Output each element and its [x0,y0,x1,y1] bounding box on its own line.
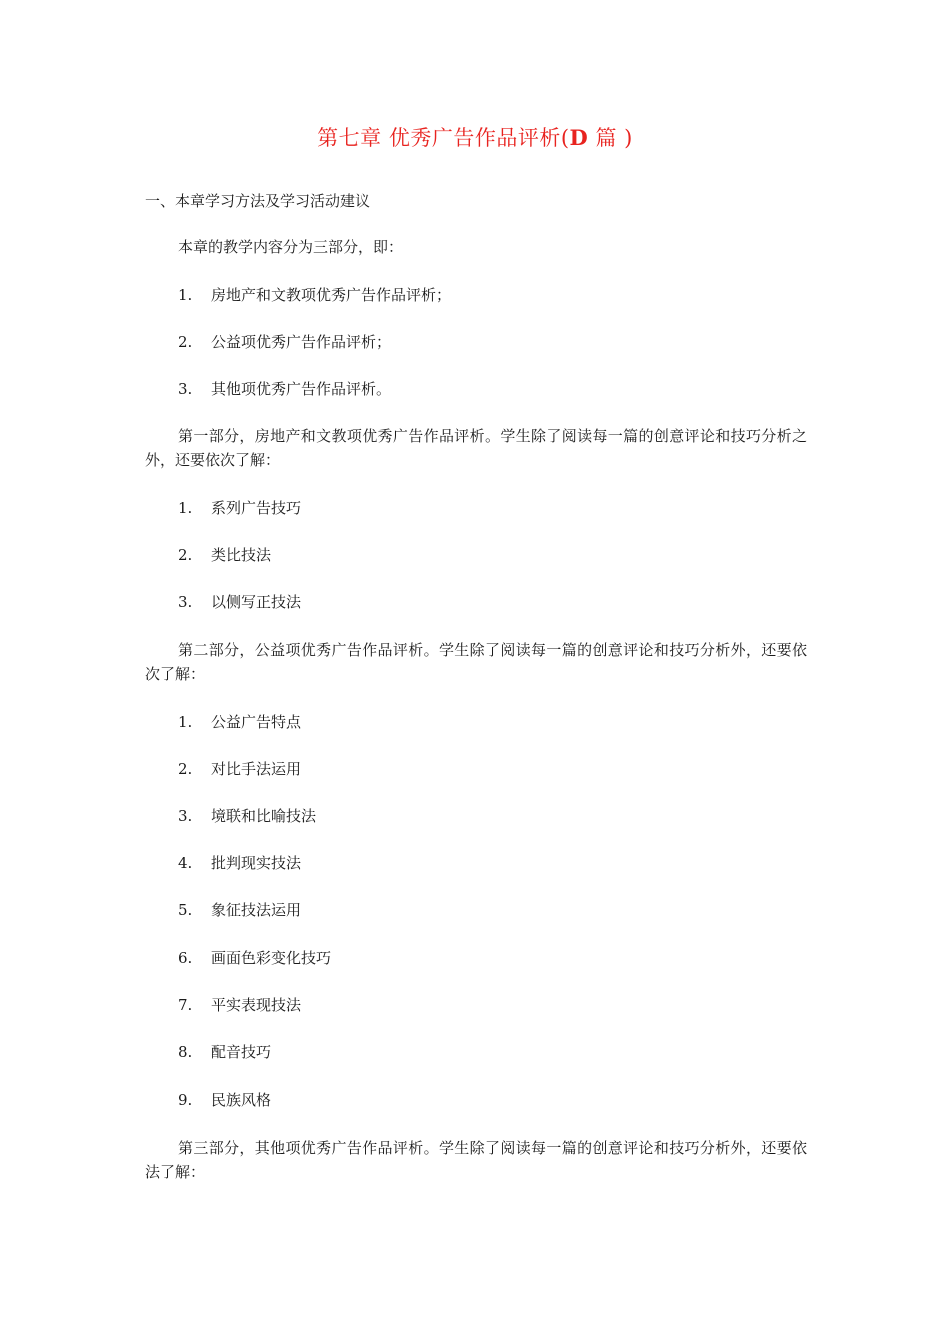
list-item-number: 3. [178,593,193,611]
part2-paragraph: 第二部分，公益项优秀广告作品评析。学生除了阅读每一篇的创意评论和技巧分析外，还要依次了解： [145,641,807,683]
list-item-text: 对比手法运用 [211,760,302,778]
list-item-number: 9. [178,1091,193,1109]
list-item [178,899,301,921]
list-item-text: 房地产和文教项优秀广告作品评析； [211,286,452,304]
intro-paragraph: 本章的教学内容分为三部分，即： [178,238,404,256]
list-item [178,544,271,566]
list-item [178,1089,271,1111]
list-item-text: 画面色彩变化技巧 [211,949,332,967]
list-item-number: 2. [178,760,193,778]
chapter-title [0,122,950,152]
list-item-number: 3. [178,807,193,825]
chapter-title-suffix: 篇 ) [588,126,633,150]
list-item-text: 配音技巧 [211,1043,272,1061]
list-item-number: 1. [178,713,193,731]
list-item [178,947,331,969]
part3-paragraph: 第三部分，其他项优秀广告作品评析。学生除了阅读每一篇的创意评论和技巧分析外，还要依法了解： [145,1139,807,1181]
list-item [178,591,301,613]
list-item [178,284,451,306]
list-item-text: 其他项优秀广告作品评析。 [211,380,392,398]
chapter-title-prefix: 第七章 优秀广告作品评析( [317,126,570,150]
list-item-number: 1. [178,286,193,304]
list-item [178,758,301,780]
list-item-number: 1. [178,499,193,517]
part1-paragraph: 第一部分，房地产和文教项优秀广告作品评析。学生除了阅读每一篇的创意评论和技巧分析之外，还要依次了解： [145,427,807,469]
list-item [178,805,316,827]
list-item-text: 公益项优秀广告作品评析； [211,333,392,351]
list-item [178,1041,271,1063]
list-item-text: 象征技法运用 [211,901,302,919]
section-heading: 一、本章学习方法及学习活动建议 [145,192,371,210]
list-item-number: 7. [178,996,193,1014]
list-item-text: 平实表现技法 [211,996,302,1014]
list-item-number: 2. [178,546,193,564]
chapter-title-letter: D [569,125,589,150]
list-item [178,331,391,353]
list-item-text: 公益广告特点 [211,713,302,731]
list-item-number: 2. [178,333,193,351]
list-item-number: 4. [178,854,193,872]
list-item-text: 民族风格 [211,1091,272,1109]
list-item-text: 批判现实技法 [211,854,302,872]
list-item-text: 以侧写正技法 [211,593,302,611]
list-item [178,994,301,1016]
list-item-text: 类比技法 [211,546,272,564]
list-item [178,378,391,400]
list-item-number: 8. [178,1043,193,1061]
list-item-number: 6. [178,949,193,967]
list-item [178,711,301,733]
list-item-text: 系列广告技巧 [211,499,302,517]
list-item [178,852,301,874]
list-item-text: 境联和比喻技法 [211,807,317,825]
list-item-number: 5. [178,901,193,919]
list-item [178,497,301,519]
list-item-number: 3. [178,380,193,398]
